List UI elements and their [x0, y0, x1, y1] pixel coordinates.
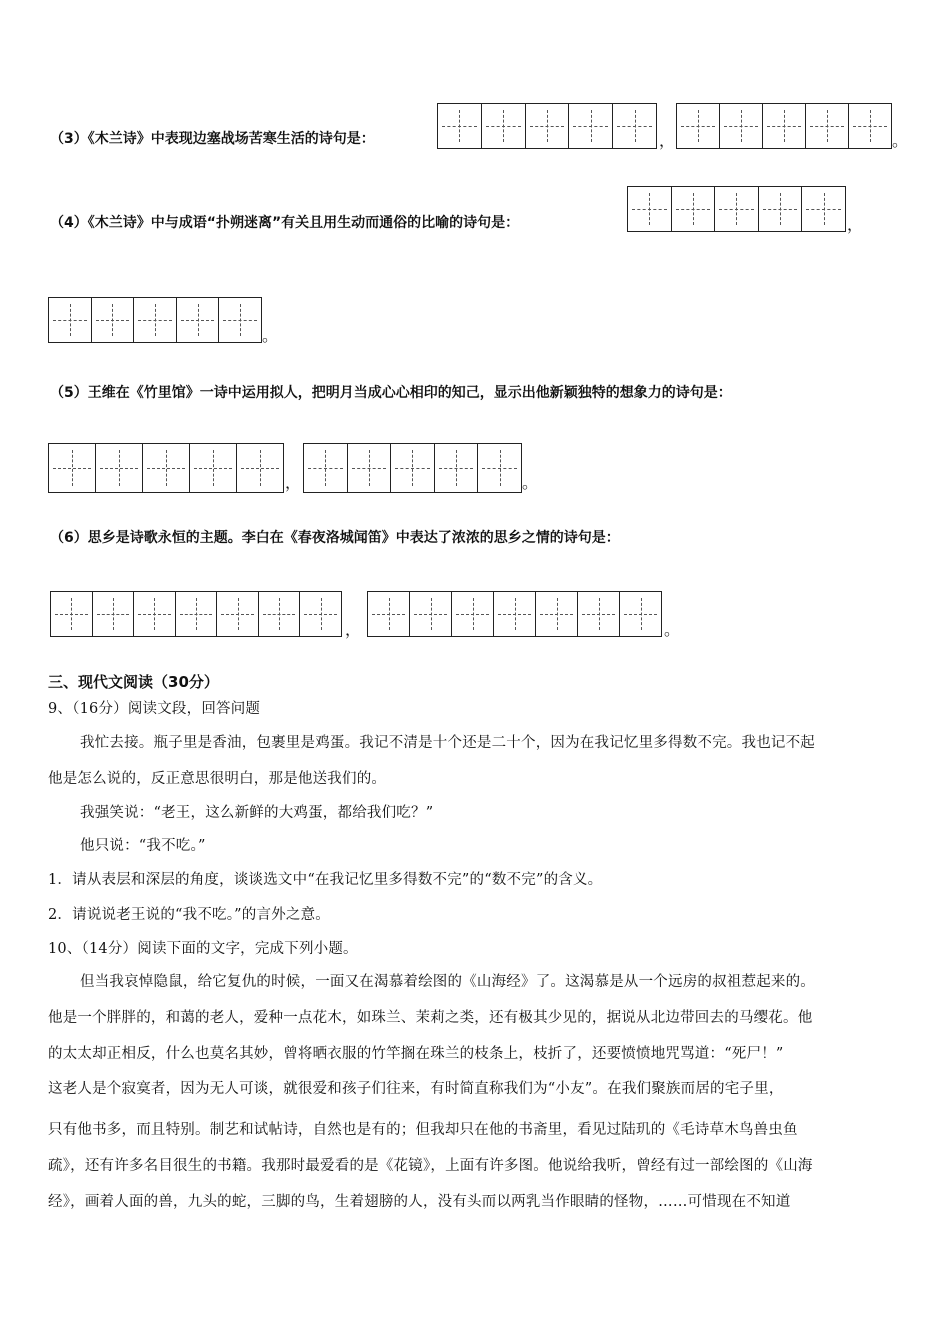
- q4-answer-grid-2[interactable]: [48, 297, 262, 343]
- grid-cell: [304, 444, 348, 492]
- q9-sub1: 1．请从表层和深层的角度，谈谈选文中“在我记忆里多得数不完”的“数不完”的含义。: [48, 872, 603, 888]
- section3-title: 三、现代文阅读（30分）: [48, 673, 219, 691]
- grid-cell: [134, 592, 176, 636]
- grid-cell: [720, 104, 763, 148]
- grid-cell: [219, 298, 261, 342]
- q6-answer-grid-1[interactable]: [50, 591, 342, 637]
- grid-cell: [672, 187, 716, 231]
- q4-text: （4）《木兰诗》中与成语“扑朔迷离”有关且用生动而通俗的比喻的诗句是：: [50, 215, 520, 231]
- q10-line: 只有他书多，而且特别。制艺和试帖诗，自然也是有的；但我却只在他的书斋里，看见过陆玑的《毛诗草木鸟兽虫鱼: [48, 1122, 798, 1138]
- grid-cell: [806, 104, 849, 148]
- q9-sub2: 2．请说说老王说的“我不吃。”的言外之意。: [48, 907, 330, 923]
- q3-period: 。: [892, 131, 909, 150]
- q10-line: 疏》，还有许多名目很生的书籍。我那时最爱看的是《花镜》，上面有许多图。他说给我听，曾经有过一部绘图的《山海: [48, 1158, 813, 1174]
- q3-answer-grid-2[interactable]: [676, 103, 892, 149]
- grid-cell: [348, 444, 392, 492]
- grid-cell: [569, 104, 613, 148]
- q10-line: 这老人是个寂寞者，因为无人可谈，就很爱和孩子们往来，有时简直称我们为“小友”。在我们聚族而居的宅子里，: [48, 1081, 784, 1097]
- grid-cell: [482, 104, 526, 148]
- grid-cell: [217, 592, 259, 636]
- q10-line: 他是一个胖胖的，和蔼的老人，爱种一点花木，如珠兰、茉莉之类，还有极其少见的，据说从北边带回去的马缨花。他: [48, 1010, 813, 1026]
- grid-cell: [494, 592, 536, 636]
- q9-para2: 我强笑说：“老王，这么新鲜的大鸡蛋，都给我们吃？”: [80, 805, 434, 821]
- grid-cell: [96, 444, 143, 492]
- grid-cell: [410, 592, 452, 636]
- grid-cell: [176, 592, 218, 636]
- grid-cell: [526, 104, 570, 148]
- grid-cell: [536, 592, 578, 636]
- grid-cell: [93, 592, 135, 636]
- q10-line: 经》，画着人面的兽，九头的蛇，三脚的鸟，生着翅膀的人，没有头而以两乳当作眼睛的怪物，……可惜现在不知道: [48, 1194, 791, 1210]
- q4-comma: ，: [847, 215, 864, 234]
- q10-heading: 10、（14分）阅读下面的文字，完成下列小题。: [48, 941, 358, 957]
- q5-answer-grid-1[interactable]: [48, 443, 284, 493]
- grid-cell: [92, 298, 135, 342]
- grid-cell: [478, 444, 521, 492]
- grid-cell: [628, 187, 672, 231]
- grid-cell: [51, 592, 93, 636]
- q3-comma: ，: [659, 131, 676, 150]
- grid-cell: [452, 592, 494, 636]
- q5-comma: ，: [285, 473, 302, 492]
- q3-answer-grid-1[interactable]: [437, 103, 657, 149]
- q9-heading: 9、（16分）阅读文段，回答问题: [48, 701, 261, 717]
- grid-cell: [613, 104, 656, 148]
- q3-text: （3）《木兰诗》中表现边塞战场苦寒生活的诗句是：: [50, 131, 375, 147]
- grid-cell: [620, 592, 661, 636]
- grid-cell: [300, 592, 341, 636]
- q6-period: 。: [664, 620, 681, 639]
- grid-cell: [438, 104, 482, 148]
- grid-cell: [49, 298, 92, 342]
- q9-para1-line2: 他是怎么说的，反正意思很明白，那是他送我们的。: [48, 771, 387, 787]
- grid-cell: [759, 187, 803, 231]
- q6-answer-grid-2[interactable]: [367, 591, 662, 637]
- q5-answer-grid-2[interactable]: [303, 443, 522, 493]
- q4-period: 。: [262, 326, 279, 345]
- grid-cell: [237, 444, 283, 492]
- q5-text: （5）王维在《竹里馆》一诗中运用拟人，把明月当成心心相印的知己，显示出他新颖独特的想象力的诗句是：: [50, 385, 732, 401]
- grid-cell: [578, 592, 620, 636]
- grid-cell: [134, 298, 177, 342]
- grid-cell: [368, 592, 410, 636]
- grid-cell: [715, 187, 759, 231]
- grid-cell: [763, 104, 806, 148]
- grid-cell: [259, 592, 301, 636]
- q6-comma: ，: [345, 620, 362, 639]
- grid-cell: [677, 104, 720, 148]
- grid-cell: [849, 104, 891, 148]
- grid-cell: [49, 444, 96, 492]
- q9-para3: 他只说：“我不吃。”: [80, 838, 206, 854]
- q6-text: （6）思乡是诗歌永恒的主题。李白在《春夜洛城闻笛》中表达了浓浓的思乡之情的诗句是：: [50, 530, 620, 546]
- grid-cell: [143, 444, 190, 492]
- q5-period: 。: [522, 473, 539, 492]
- q10-line: 但当我哀悼隐鼠，给它复仇的时候，一面又在渴慕着绘图的《山海经》了。这渴慕是从一个远房的叔祖惹起来的。: [80, 974, 815, 990]
- grid-cell: [802, 187, 845, 231]
- grid-cell: [391, 444, 435, 492]
- q9-para1-line1: 我忙去接。瓶子里是香油，包裹里是鸡蛋。我记不清是十个还是二十个，因为在我记忆里多得数不完。我也记不起: [80, 735, 815, 751]
- grid-cell: [177, 298, 220, 342]
- grid-cell: [190, 444, 237, 492]
- q4-answer-grid-1[interactable]: [627, 186, 846, 232]
- q10-line: 的太太却正相反，什么也莫名其妙，曾将晒衣服的竹竿搁在珠兰的枝条上，枝折了，还要愤愤地咒骂道：“死尸！”: [48, 1046, 784, 1062]
- grid-cell: [435, 444, 479, 492]
